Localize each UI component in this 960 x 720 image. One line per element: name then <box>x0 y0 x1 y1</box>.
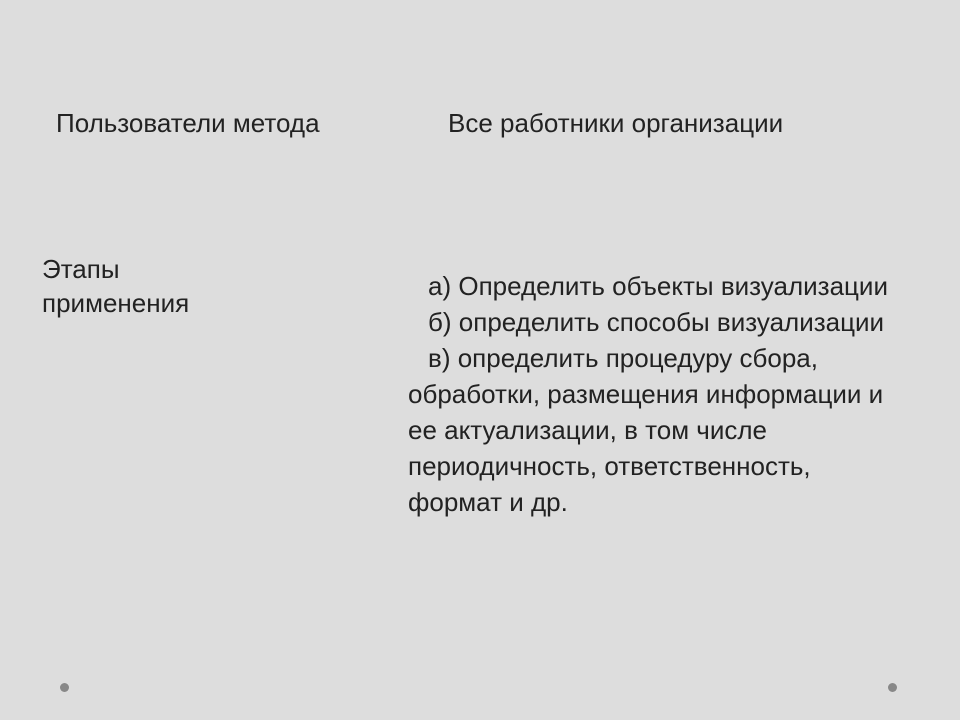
stages-label-line-1: Этапы <box>42 254 120 284</box>
users-label: Пользователи метода <box>56 108 320 138</box>
stage-step-c: в) определить процедуру сбора, <box>428 343 818 373</box>
users-value: Все работники организации <box>448 108 784 138</box>
decorative-dot-left <box>60 683 69 692</box>
stages-label <box>42 252 242 320</box>
stage-step-b: б) определить способы визуализации <box>428 307 885 337</box>
stage-step-c-continued: обработки, размещения информации и <box>408 379 884 409</box>
stage-step-c-continued: ее актуализации, в том числе <box>408 415 768 445</box>
stages-label-line-2: применения <box>42 288 190 318</box>
stage-step-a: а) Определить объекты визуализации <box>428 271 888 301</box>
decorative-dot-right <box>888 683 897 692</box>
stages-list <box>408 268 953 520</box>
stage-step-c-continued: формат и др. <box>408 487 568 517</box>
stage-step-c-continued: периодичность, ответственность, <box>408 451 811 481</box>
